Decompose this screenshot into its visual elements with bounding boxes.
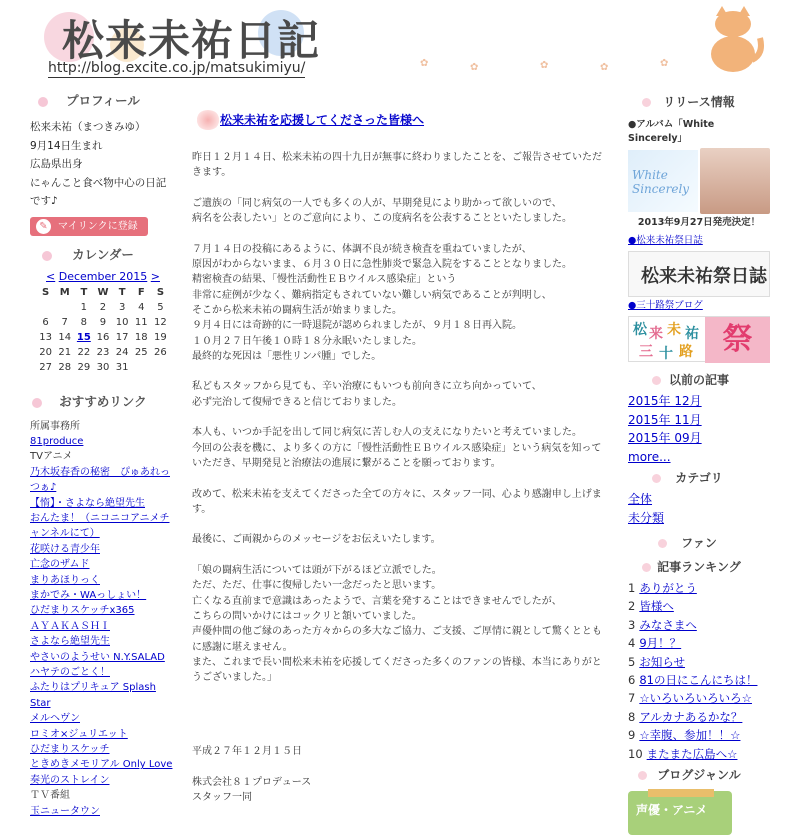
calendar-day [55, 300, 74, 315]
past-heading-text: 以前の記事 [668, 373, 729, 387]
decor-dot [32, 398, 42, 408]
ranking-number: 2 [628, 599, 636, 614]
recommend-link[interactable]: まりあほりっく [30, 574, 100, 586]
past-list [628, 392, 770, 466]
calendar-day: 18 [134, 331, 148, 343]
ranking-item[interactable] [628, 597, 770, 615]
profile-heading-text: プロフィール [66, 93, 140, 108]
sanjuuro-banner-left [629, 317, 705, 363]
recommend-link[interactable]: メルヘヴン [30, 713, 80, 725]
profile-line: 広島県出身 [30, 158, 83, 170]
post-paragraph: 昨日１２月１４日、松来未祐の四十九日が無事に終わりましたことを、ご報告させていただきます。 [192, 152, 602, 179]
list-item[interactable] [628, 448, 770, 467]
calendar-heading-text: カレンダー [72, 246, 134, 262]
calendar-heading [30, 242, 176, 268]
album-label: ●アルバム「White Sincerely」 [628, 119, 715, 144]
paw-icon: ✿ [660, 58, 669, 69]
list-item[interactable] [30, 557, 176, 572]
calendar-day: 24 [115, 346, 129, 358]
calendar-day: 25 [134, 346, 148, 358]
post-paragraph: 改めて、松来未祐を支えてくださった全ての方々に、スタッフ一同、心より感謝申し上げます。 [192, 488, 602, 515]
weekday: T [80, 286, 88, 298]
recommend-heading [30, 389, 176, 415]
recommend-link[interactable]: 玉ニュータウン [30, 805, 100, 817]
ranking-link[interactable]: ありがとう [639, 581, 697, 595]
decor-dot [658, 539, 667, 548]
list-item[interactable] [30, 496, 176, 511]
calendar-day-link[interactable]: 15 [76, 331, 91, 343]
archive-link[interactable]: 2015年 09月 [628, 431, 702, 445]
decor-dot [42, 251, 52, 261]
album-cover-text: White Sincerely [628, 150, 698, 212]
list-item[interactable] [30, 680, 176, 711]
banner-char: 祐 [685, 326, 699, 342]
post-paragraph [192, 701, 607, 729]
archive-link[interactable]: more... [628, 449, 671, 464]
site-url[interactable]: http://blog.excite.co.jp/matsukimiyu/ [48, 60, 306, 76]
ranking-link[interactable]: お知らせ [639, 654, 685, 669]
decor-dot [652, 376, 661, 385]
calendar-day: 7 [61, 316, 68, 328]
recommend-link[interactable]: ひだまりスケッチ [30, 744, 110, 756]
ranking-number: 5 [628, 654, 636, 669]
list-item[interactable] [628, 392, 770, 411]
sanjuuro-link[interactable]: ●三十路祭ブログ [628, 300, 703, 311]
archive-link[interactable]: 2015年 12月 [628, 394, 702, 408]
festival-link[interactable]: ●松来未祐祭日誌 [628, 235, 703, 246]
post-paragraph: 平成２７年１２月１５日 [192, 745, 302, 757]
list-item: TVアニメ [30, 451, 73, 463]
list-item[interactable] [30, 742, 176, 757]
recommend-link[interactable]: 【惰】・さよなら絶望先生 [30, 497, 145, 509]
list-item[interactable] [628, 429, 770, 448]
calendar-day: 6 [42, 316, 49, 328]
decor-dot [652, 474, 661, 483]
weekday: M [59, 286, 70, 298]
ranking-item[interactable] [628, 745, 770, 763]
calendar-day: 22 [77, 346, 91, 358]
banner-char: 路 [679, 344, 693, 360]
calendar-day: 5 [157, 301, 164, 313]
list-item[interactable] [30, 542, 176, 557]
ranking-link[interactable]: みなさまへ [639, 617, 697, 632]
past-heading [628, 368, 770, 392]
release-heading [628, 90, 770, 114]
calendar-month-link[interactable]: December 2015 [58, 269, 148, 283]
recommend-link[interactable]: ハヤテのごとく！ [30, 667, 110, 678]
sanjuuro-banner[interactable] [628, 316, 770, 362]
category-heading [628, 466, 770, 490]
album-cover[interactable] [628, 148, 770, 216]
weekday: S [156, 286, 165, 298]
calendar-day: 26 [154, 346, 167, 358]
banner-char: 十 [659, 346, 673, 362]
calendar-nav [30, 270, 176, 283]
calendar-prev-link[interactable]: < [46, 269, 56, 283]
category-link[interactable]: 全体 [628, 492, 653, 506]
list-item[interactable] [30, 757, 176, 772]
recommend-link[interactable]: 亡念のザムド [30, 559, 90, 571]
banner-char: 未 [667, 322, 681, 338]
list-item[interactable] [30, 804, 176, 819]
calendar-day: 31 [115, 361, 129, 373]
list-item[interactable] [30, 603, 176, 618]
list-item[interactable] [30, 588, 176, 603]
ranking-number: 9 [628, 728, 636, 743]
right-sidebar [628, 90, 770, 835]
decor-dot [642, 98, 651, 107]
calendar-day: 20 [39, 346, 52, 358]
calendar-day: 8 [80, 316, 88, 328]
recommend-link[interactable]: まかでみ・WAっしょい！ [30, 589, 147, 601]
decor-dot [642, 563, 651, 572]
category-list [628, 490, 770, 527]
post-title [192, 110, 607, 130]
list-item[interactable] [30, 727, 176, 742]
category-heading-text: カテゴリ [675, 471, 723, 485]
ranking-item[interactable] [628, 616, 770, 634]
ranking-link[interactable]: ☆幸腹、参加！！☆ [639, 728, 741, 743]
profile-block [30, 118, 176, 211]
ranking-link[interactable]: アルカナあるかな？ [639, 709, 743, 724]
festival-banner[interactable] [628, 251, 770, 297]
calendar-day: 2 [99, 301, 107, 313]
ranking-number: 3 [628, 617, 636, 632]
weekday: S [41, 286, 50, 298]
header [0, 0, 800, 80]
post-body [192, 150, 607, 805]
ranking-number: 10 [628, 746, 643, 761]
recommend-link[interactable]: ひだまりスケッチx365 [30, 605, 135, 617]
recommend-link[interactable]: ときめきメモリアル Only Love [30, 759, 173, 771]
list-item[interactable] [30, 619, 176, 634]
calendar-body [36, 300, 170, 375]
album-date: 2013年9月27日発売決定！ [637, 217, 761, 228]
calendar-week-row [36, 345, 170, 360]
recommend-link[interactable]: 奏光のストレイン [30, 774, 110, 786]
recommend-link[interactable]: やさいのようせい N.Y.SALAD [30, 651, 165, 663]
ranking-link[interactable]: 9月！？ [639, 636, 682, 651]
left-sidebar [30, 88, 176, 819]
title-decor [196, 110, 220, 130]
calendar-day: 16 [96, 331, 110, 343]
site-title[interactable]: 松来未祐日記 [62, 16, 321, 65]
archive-link[interactable]: 2015年 11月 [628, 412, 702, 427]
paw-icon: ✿ [600, 62, 609, 73]
list-item[interactable] [30, 665, 176, 680]
album-photo [700, 148, 770, 214]
weekday: T [118, 286, 126, 298]
mylink-label: マイリンクに登録 [58, 220, 138, 232]
calendar-day: 1 [80, 301, 88, 313]
mylink-button[interactable] [30, 217, 148, 236]
calendar-day: 13 [39, 331, 52, 343]
calendar-day: 14 [58, 331, 72, 343]
recommend-link[interactable]: 花咲ける青少年 [30, 543, 100, 555]
recommend-link[interactable]: 乃木坂春香の秘密 ぴゅあれっつぁ♪ [30, 466, 170, 494]
ranking-number: 4 [628, 636, 636, 651]
calendar-day [36, 300, 55, 315]
mylink-icon: ✎ [36, 219, 51, 234]
profile-line: 9月14日生まれ [30, 139, 103, 152]
weekday: F [137, 286, 145, 298]
calendar-day [132, 360, 151, 375]
calendar-day [151, 360, 170, 375]
list-item[interactable] [30, 511, 176, 542]
calendar-day: 23 [96, 346, 110, 358]
calendar-week-row [36, 360, 170, 375]
calendar-day: 4 [138, 301, 145, 313]
ranking-item[interactable] [628, 671, 770, 689]
recommend-link[interactable]: ロミオ×ジュリエット [30, 728, 128, 740]
ranking-number: 8 [628, 709, 636, 724]
list-item[interactable] [628, 509, 770, 528]
recommend-list [30, 419, 176, 820]
genre-banner-text: 声優・アニメ [636, 803, 708, 818]
calendar-day: 12 [154, 316, 167, 328]
decor-dot [38, 97, 48, 107]
ranking-number: 1 [628, 581, 636, 595]
ranking-number: 7 [628, 691, 636, 706]
list-item[interactable] [30, 465, 176, 496]
calendar-day: 3 [118, 301, 126, 313]
fan-heading [628, 531, 770, 555]
ranking-list [628, 579, 770, 763]
list-item: 所属事務所 [30, 420, 80, 432]
calendar-day: 29 [77, 361, 91, 373]
post-paragraph: 株式会社８１プロデュース スタッフ一同 [192, 776, 312, 803]
main-content [192, 110, 607, 820]
recommend-link[interactable]: ふたりはプリキュア Splash Star [30, 682, 156, 709]
fan-heading-text: ファン [681, 536, 717, 550]
profile-line: にゃんこと食べ物中心の日記です♪ [30, 176, 167, 207]
calendar-day: 27 [39, 361, 52, 373]
recommend-link[interactable]: ＡＹＡＫＡＳＨＩ [30, 620, 110, 632]
ranking-heading-text: 記事ランキング [657, 560, 741, 574]
calendar-week-row [36, 330, 170, 345]
post-paragraph: 本人も、いつか手記を出して同じ病気に苦しむ人の支えになりたいと考えていました。 今回の公表を機に、より多くの方に「慢性活動性ＥＢウイルス感染症」という病気を知っていただき、早期発見と治療法の進展に繋がることを願っております。 [192, 427, 602, 469]
banner-big-char: 祭 [705, 317, 770, 363]
ranking-number: 6 [628, 673, 636, 688]
banner-char: 三 [639, 344, 653, 360]
list-item: ＴＶ番組 [30, 790, 70, 802]
ranking-link[interactable]: またまた広島へ☆ [646, 746, 738, 761]
post-paragraph: 私どもスタッフから見ても、辛い治療にもいつも前向きに立ち向かっていて、 必ず完治して復帰できると信じておりました。 [192, 381, 542, 408]
paw-icon: ✿ [540, 60, 549, 71]
calendar-day: 21 [58, 346, 72, 358]
genre-heading-text: ブログジャンル [657, 768, 741, 783]
calendar-week-row [36, 315, 170, 330]
calendar-next-link[interactable]: > [150, 269, 160, 283]
ranking-item[interactable] [628, 726, 770, 744]
list-item[interactable] [628, 490, 770, 509]
ranking-link[interactable]: 81の日にこんにちは！ [639, 673, 758, 688]
calendar-day: 9 [99, 316, 107, 328]
list-item[interactable] [30, 434, 176, 449]
list-item[interactable] [30, 711, 176, 726]
list-item[interactable] [30, 573, 176, 588]
ranking-link[interactable]: ☆いろいろいろいろ☆ [639, 691, 752, 706]
decor-dot [638, 771, 647, 780]
recommend-link[interactable]: おんたま！（ニコニコアニメチャンネルにて） [30, 512, 170, 540]
ranking-item[interactable] [628, 634, 770, 652]
recommend-link[interactable]: 81produce [30, 435, 84, 447]
release-heading-text: リリース情報 [663, 95, 735, 109]
post-title-link[interactable]: 松来未祐を応援してくださった皆様へ [220, 113, 425, 127]
post-paragraph: ７月１４日の投稿にあるように、体調不良が続き検査を重ねていましたが、 原因がわからないまま、６月３０日に急性肺炎で緊急入院をすることとなりました。 精密検査の結果、「慢性活動性ＥＢウイルス感染症」という 非常に症例が少なく、難病指定もされていない難しい病気であることが判明し、 そこから松来未祐の闘病生活が始まりました。 ９月４日には奇跡的に一時退院が認められましたが、９月１８日再入院。 １０月２７日午後１０時１８分永眠いたしました。 最終的な死因は「悪性リンパ腫」でした。 [192, 243, 572, 362]
profile-heading [30, 88, 176, 114]
calendar-day: 11 [134, 316, 148, 328]
list-item[interactable] [30, 634, 176, 649]
recommend-link[interactable]: さよなら絶望先生 [30, 636, 110, 648]
ranking-link[interactable]: 皆様へ [639, 599, 674, 614]
ranking-heading [628, 555, 770, 579]
ranking-item[interactable] [628, 708, 770, 726]
ranking-item[interactable] [628, 653, 770, 671]
calendar-day: 10 [115, 316, 129, 328]
festival-banner-text: 松来未祐祭日誌 [641, 266, 767, 287]
ranking-item[interactable] [628, 689, 770, 707]
genre-banner-roof [648, 789, 714, 797]
list-item[interactable] [30, 650, 176, 665]
calendar-weekday-row [36, 285, 170, 300]
ranking-item[interactable] [628, 579, 770, 597]
paw-icon: ✿ [470, 62, 479, 73]
paw-icon: ✿ [420, 58, 429, 69]
list-item[interactable] [30, 773, 176, 788]
calendar-day: 19 [154, 331, 167, 343]
calendar-day: 28 [58, 361, 72, 373]
calendar-week-row [36, 300, 170, 315]
calendar-table [36, 285, 170, 375]
category-link[interactable]: 未分類 [628, 510, 665, 525]
weekday: W [97, 286, 109, 298]
calendar-day: 17 [115, 331, 129, 343]
calendar-day[interactable] [74, 330, 93, 345]
banner-char: 来 [649, 326, 663, 342]
post-paragraph: ご遺族の「同じ病気の一人でも多くの人が、早期発見により助かって欲しいので、 病名を公表したい」とのご意向により、この度病名を公表することといたしました。 [192, 197, 572, 225]
profile-line: 松来未祐（まつきみゆ） [30, 121, 146, 133]
post-paragraph: 最後に、ご両親からのメッセージをお伝えいたします。 [192, 534, 441, 546]
recommend-heading-text: おすすめリンク [59, 393, 147, 409]
post-paragraph: 「娘の闘病生活については頭が下がるほど立派でした。 ただ、ただ、仕事に復帰したい一念だったと思います。 亡くなる直前まで意識はあったようで、言葉を発することはできませんでしたが、 こちらの問いかけにはコックリと頷いていました。 声優仲間の他ご縁のあった方々からの多大なご協力、ご支援、ご厚情に親として驚くとともに感謝に堪えません。 また、これまで長い間松来未祐を応援してくださった多くのファンの皆様、本当にありがとうございました。」 [192, 565, 602, 684]
list-item[interactable] [628, 411, 770, 430]
cat-icon [702, 4, 764, 72]
genre-banner[interactable] [628, 791, 732, 835]
banner-char: 松 [633, 322, 647, 338]
calendar-day: 30 [96, 361, 110, 373]
genre-heading [628, 763, 770, 787]
